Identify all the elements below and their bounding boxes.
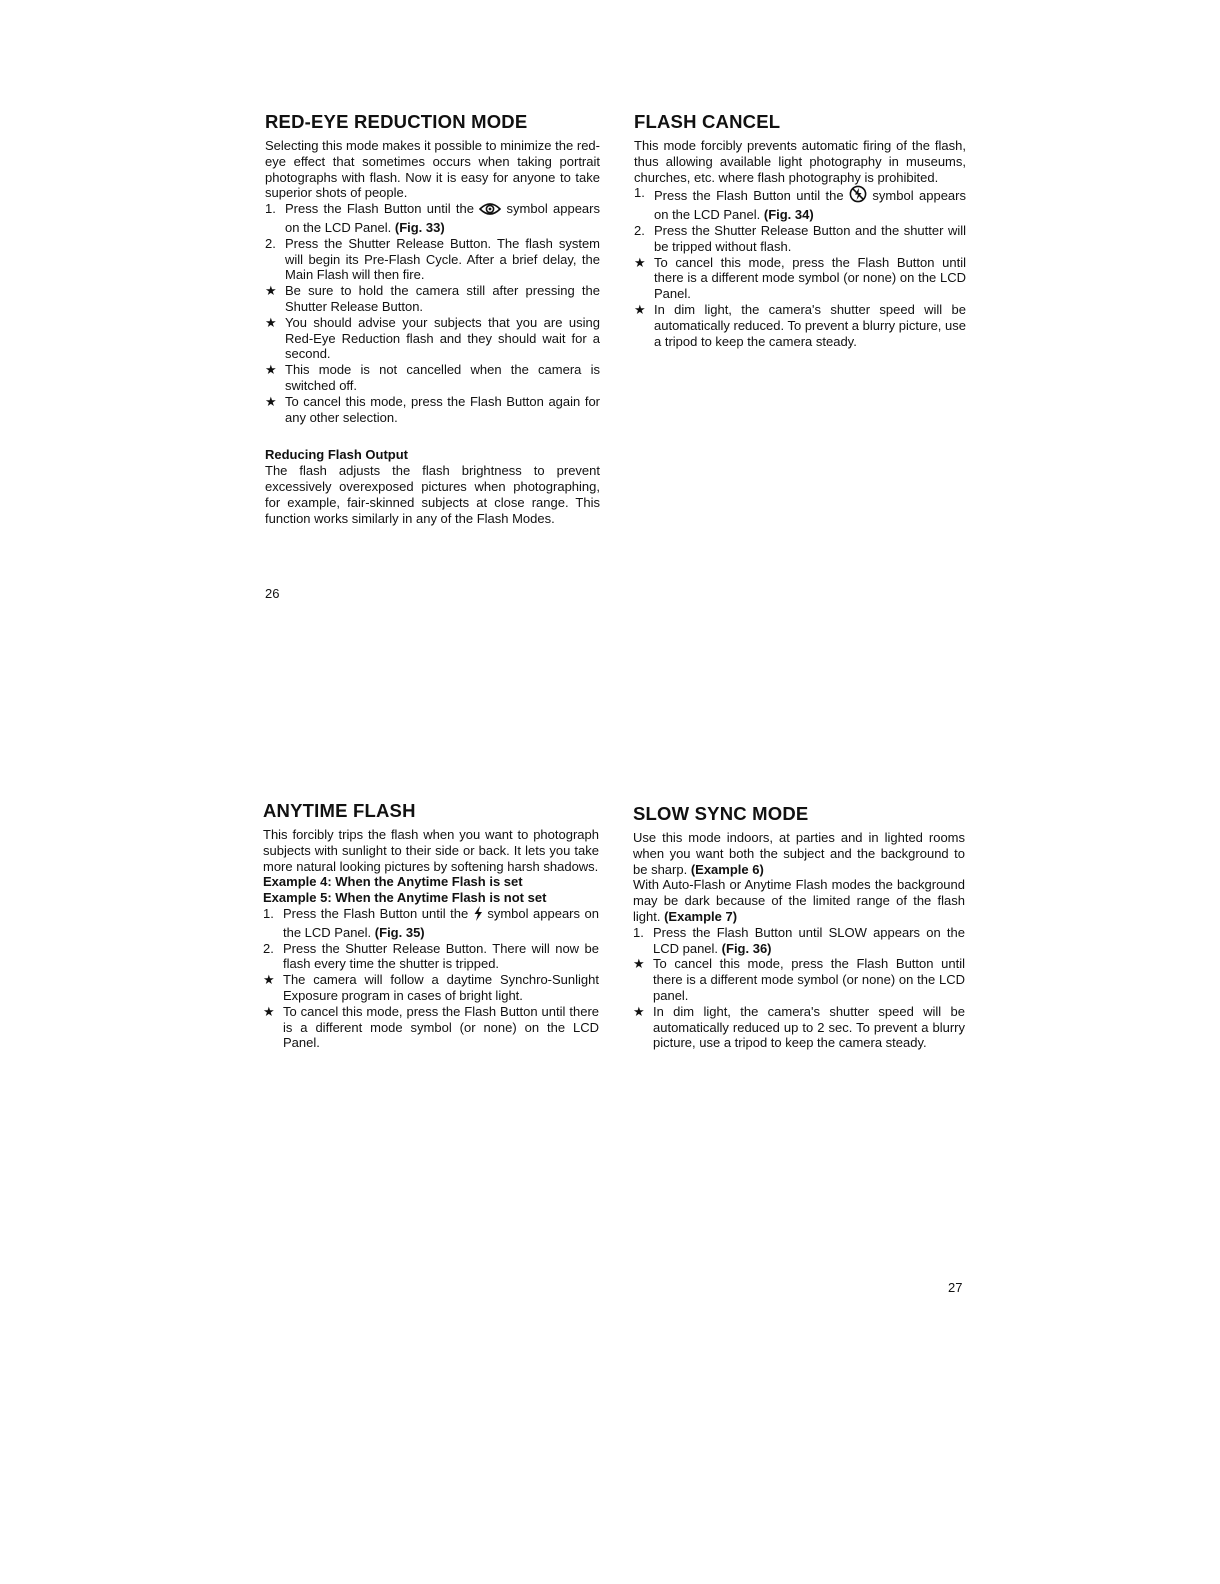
example-5-caption: Example 5: When the Anytime Flash is not set xyxy=(263,890,547,906)
flash-cancel-step-2 xyxy=(634,223,966,255)
star-bullet-icon: ★ xyxy=(634,301,646,317)
step-text: Press the Shutter Release Button and the shutter will be tripped without flash. xyxy=(654,222,966,254)
slow-sync-intro xyxy=(633,830,965,877)
slow-sync-note-2 xyxy=(633,1004,965,1051)
anytime-flash-note-2 xyxy=(263,1004,599,1051)
step-number: 1. xyxy=(263,905,274,921)
flash-cancel-steps xyxy=(634,185,966,349)
note-text: This mode is not cancelled when the camera is switched off. xyxy=(285,362,600,393)
anytime-flash-steps xyxy=(263,906,599,1051)
star-bullet-icon: ★ xyxy=(633,1003,645,1019)
red-eye-note-4 xyxy=(265,394,600,426)
fig-reference: (Fig. 33) xyxy=(394,219,445,235)
step-text: Press the Flash Button until the xyxy=(283,905,469,921)
slow-sync-title: SLOW SYNC MODE xyxy=(633,803,809,824)
red-eye-step-2 xyxy=(265,236,600,283)
flash-cancel-note-1 xyxy=(634,255,966,302)
slow-sync-step-1 xyxy=(633,925,965,957)
star-bullet-icon: ★ xyxy=(633,956,645,972)
red-eye-note-1 xyxy=(265,283,600,315)
page-number-left: 26 xyxy=(265,586,280,601)
step-text: Press the Flash Button until the xyxy=(285,201,474,217)
star-bullet-icon: ★ xyxy=(265,362,277,378)
intro-text: Use this mode indoors, at parties and in lighted rooms when you want both the subject and the background to be sharp. xyxy=(633,830,965,877)
flash-cancel-intro: This mode forcibly prevents automatic firing of the flash, thus allowing available light photography in museums, churches, etc. where flash photography is prohibited. xyxy=(634,138,966,185)
note-text: To cancel this mode, press the Flash Button again for any other selection. xyxy=(285,393,600,425)
reducing-flash-output-text: The flash adjusts the flash brightness to prevent excessively overexposed pictures when photographing, for example, fair-skinned subjects at close range. This function works similarly in any of the Flash Modes. xyxy=(265,463,600,526)
flash-cancel-title: FLASH CANCEL xyxy=(634,111,781,132)
star-bullet-icon: ★ xyxy=(265,283,277,299)
note-text: Be sure to hold the camera still after pressing the Shutter Release Button. xyxy=(285,283,600,314)
step-text: symbol appears on the LCD Panel. xyxy=(285,201,600,235)
section-anytime-flash xyxy=(263,801,599,1051)
note-text: To cancel this mode, press the Flash Button until there is a different mode symbol (or none) on the LCD Panel. xyxy=(654,254,966,302)
flash-cancel-step-1 xyxy=(634,185,966,223)
red-eye-step-1 xyxy=(265,201,600,236)
reducing-flash-output-heading: Reducing Flash Output xyxy=(265,447,408,463)
section-red-eye-reduction xyxy=(265,112,600,526)
red-eye-title: RED-EYE REDUCTION MODE xyxy=(265,111,528,132)
slow-sync-steps xyxy=(633,925,965,1051)
red-eye-note-3 xyxy=(265,362,600,394)
step-number: 1. xyxy=(633,924,644,940)
example-reference: (Example 6) xyxy=(690,861,764,877)
anytime-flash-step-2 xyxy=(263,941,599,973)
step-number: 2. xyxy=(263,940,274,956)
step-text: Press the Flash Button until SLOW appears on the LCD panel. xyxy=(653,924,965,956)
note-text: In dim light, the camera's shutter speed will be automatically reduced up to 2 sec. To prevent a blurry picture, use a tripod to keep the camera steady. xyxy=(653,1003,965,1051)
spacer xyxy=(265,425,600,447)
step-text: symbol appears on the LCD Panel. xyxy=(654,188,966,223)
step-text: Press the Shutter Release Button. There will now be flash every time the shutter is tripped. xyxy=(283,940,599,972)
red-eye-icon xyxy=(479,202,501,220)
red-eye-intro: Selecting this mode makes it possible to minimize the red-eye effect that sometimes occurs when taking portrait photographs with flash. Now it is easy for anyone to take superior shots of people. xyxy=(265,138,600,201)
star-bullet-icon: ★ xyxy=(265,393,277,409)
red-eye-note-2 xyxy=(265,315,600,362)
example-4-caption: Example 4: When the Anytime Flash is set xyxy=(263,874,523,890)
note-text: You should advise your subjects that you are using Red-Eye Reduction flash and they should wait for a second. xyxy=(285,314,600,362)
lightning-bolt-icon xyxy=(473,906,483,925)
step-number: 1. xyxy=(634,185,645,201)
section-flash-cancel xyxy=(634,112,966,349)
note-text: The camera will follow a daytime Synchro-Sunlight Exposure program in cases of bright light. xyxy=(283,972,599,1003)
para-text: With Auto-Flash or Anytime Flash modes the background may be dark because of the limited range of the flash light. xyxy=(633,877,965,924)
flash-off-icon xyxy=(849,185,867,207)
step-text: symbol appears on the LCD Panel. xyxy=(283,905,599,940)
section-slow-sync xyxy=(633,804,965,1051)
anytime-flash-intro: This forcibly trips the flash when you want to photograph subjects with sunlight to their side or back. It lets you take more natural looking pictures by softening harsh shadows. xyxy=(263,827,599,874)
step-number: 2. xyxy=(265,235,276,251)
step-number: 2. xyxy=(634,222,645,238)
star-bullet-icon: ★ xyxy=(634,254,646,270)
note-text: To cancel this mode, press the Flash Button until there is a different mode symbol (or none) on the LCD Panel. xyxy=(283,1003,599,1051)
star-bullet-icon: ★ xyxy=(263,972,275,988)
red-eye-steps xyxy=(265,201,600,425)
anytime-flash-note-1 xyxy=(263,972,599,1004)
star-bullet-icon: ★ xyxy=(263,1003,275,1019)
slow-sync-note-1 xyxy=(633,956,965,1003)
anytime-flash-title: ANYTIME FLASH xyxy=(263,800,416,821)
example-reference: (Example 7) xyxy=(664,908,738,924)
star-bullet-icon: ★ xyxy=(265,314,277,330)
anytime-flash-step-1 xyxy=(263,906,599,941)
note-text: To cancel this mode, press the Flash Button until there is a different mode symbol (or none) on the LCD panel. xyxy=(653,956,965,1003)
step-number: 1. xyxy=(265,201,276,217)
page-number-right: 27 xyxy=(948,1280,963,1295)
fig-reference: (Fig. 36) xyxy=(721,940,772,956)
note-text: In dim light, the camera's shutter speed will be automatically reduced. To prevent a blurry picture, use a tripod to keep the camera steady. xyxy=(654,301,966,349)
step-text: Press the Shutter Release Button. The flash system will begin its Pre-Flash Cycle. After a brief delay, the Main Flash will then fire. xyxy=(285,235,600,283)
fig-reference: (Fig. 35) xyxy=(374,924,425,940)
flash-cancel-note-2 xyxy=(634,302,966,349)
fig-reference: (Fig. 34) xyxy=(763,207,814,223)
step-text: Press the Flash Button until the xyxy=(654,188,844,204)
slow-sync-para2 xyxy=(633,877,965,924)
